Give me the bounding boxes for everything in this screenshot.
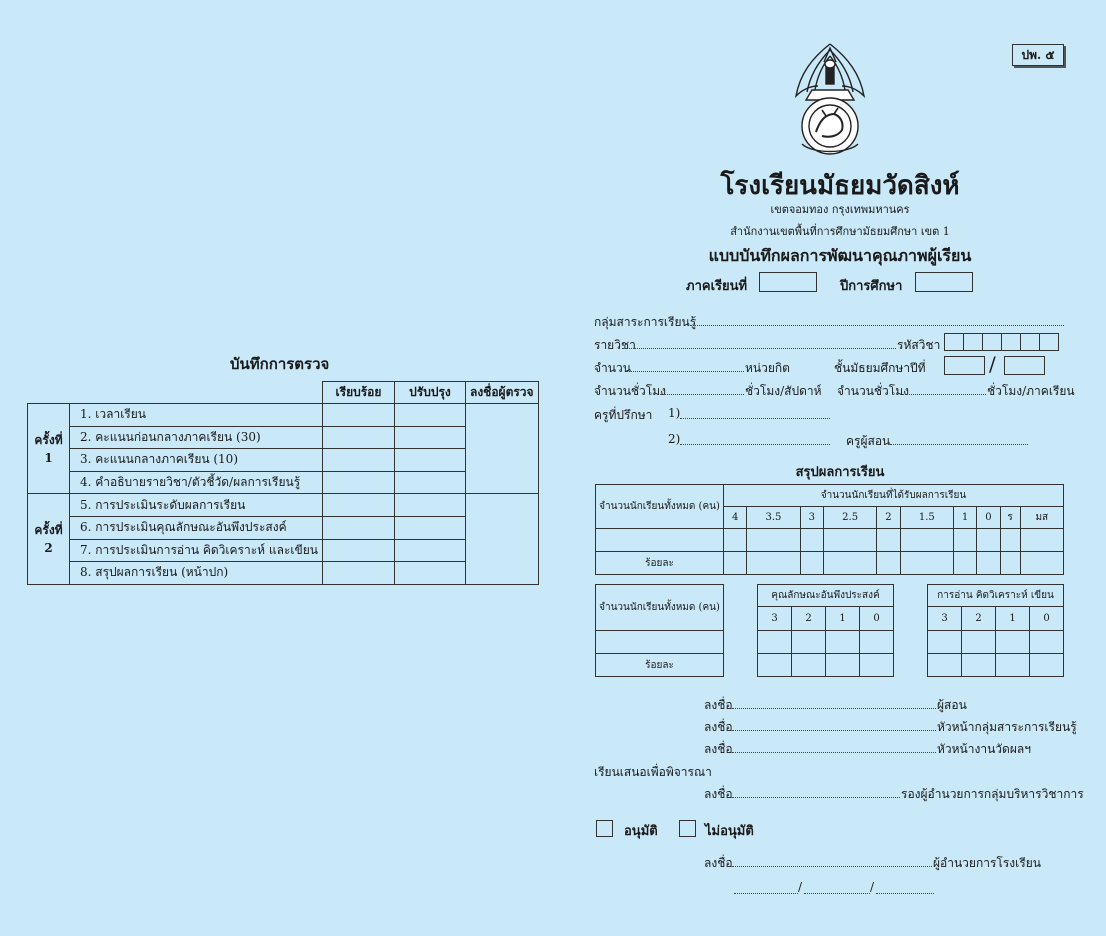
level-value-cell[interactable] (996, 631, 1030, 654)
check-item: 6. การประเมินคุณลักษณะอันพึงประสงค์ (70, 516, 323, 539)
grade-percent-cell[interactable] (823, 552, 876, 575)
level-value-cell[interactable] (860, 631, 894, 654)
check-record-title: บันทึกการตรวจ (230, 355, 330, 373)
deputy-sign-line[interactable] (732, 797, 900, 798)
header-signature: ลงชื่อผู้ตรวจ (465, 382, 538, 404)
sign-label: ลงชื่อ (704, 856, 733, 870)
level-value-cell[interactable] (1030, 654, 1064, 677)
level-value-cell[interactable] (792, 631, 826, 654)
check-item: 3. คะแนนกลางภาคเรียน (10) (70, 449, 323, 472)
total-count-cell[interactable] (596, 529, 724, 552)
level-value-cell[interactable] (962, 654, 996, 677)
sign-label: ลงชื่อ (704, 720, 733, 734)
grade-count-cell[interactable] (1000, 529, 1020, 552)
check-item: 7. การประเมินการอ่าน คิดวิเคราะห์ และเขียน (70, 539, 323, 562)
level-value-cell[interactable] (826, 631, 860, 654)
grade-group-header: จำนวนนักเรียนที่ได้รับผลการเรียน (724, 485, 1064, 507)
level-header-cell: 3 (758, 607, 792, 631)
subject-group-line[interactable] (690, 325, 1064, 326)
reading-table (927, 584, 1064, 677)
level-value-cell[interactable] (758, 631, 792, 654)
grade-header-cell: 1 (953, 507, 976, 529)
hours-label: จำนวนชั่วโมง (594, 384, 667, 398)
round-1-label: ครั้งที่ 1 (28, 404, 70, 494)
check-cell[interactable] (394, 539, 465, 562)
sign-label: ลงชื่อ (704, 698, 733, 712)
level-value-cell[interactable] (792, 654, 826, 677)
semester-label: ภาคเรียนที่ (686, 279, 748, 294)
level-header-cell: 1 (996, 607, 1030, 631)
year-box[interactable] (915, 272, 973, 292)
course-code-boxes[interactable] (944, 333, 1059, 351)
level-value-cell[interactable] (826, 654, 860, 677)
advisor-2-label: 2) (668, 432, 681, 446)
credits-unit: หน่วยกิต (745, 361, 790, 375)
grade-percent-cell[interactable] (1020, 552, 1063, 575)
date-month-line[interactable] (804, 893, 870, 894)
semester-box[interactable] (759, 272, 817, 292)
grade-summary-table (595, 484, 1064, 575)
date-day-line[interactable] (734, 893, 798, 894)
advisor-1-label: 1) (668, 406, 681, 420)
grade-count-cell[interactable] (900, 529, 953, 552)
disapprove-checkbox[interactable] (679, 820, 696, 837)
date-year-line[interactable] (876, 893, 934, 894)
grade-header-cell: มส (1020, 507, 1063, 529)
check-cell[interactable] (394, 449, 465, 472)
grade-percent-cell[interactable] (724, 552, 747, 575)
char-total-table (595, 584, 724, 677)
check-record-table (27, 381, 539, 585)
head-sign-line[interactable] (732, 730, 936, 731)
level-header-cell: 2 (962, 607, 996, 631)
level-value-cell[interactable] (758, 654, 792, 677)
approve-label: อนุมัติ (624, 824, 658, 839)
check-cell[interactable] (394, 516, 465, 539)
level-value-cell[interactable] (962, 631, 996, 654)
grade-header-cell: 2 (877, 507, 900, 529)
grade-level-label: ชั้นมัธยมศึกษาปีที่ (834, 361, 926, 375)
submit-label: เรียนเสนอเพื่อพิจารณา (594, 765, 712, 779)
check-cell[interactable] (322, 426, 394, 449)
disapprove-label: ไม่อนุมัติ (705, 824, 754, 839)
check-cell[interactable] (322, 562, 394, 585)
course-code-label: รหัสวิชา (897, 338, 941, 352)
grade-count-cell[interactable] (724, 529, 747, 552)
school-name: โรงเรียนมัธยมวัดสิงห์ (720, 171, 960, 201)
date-sep: / (870, 880, 875, 894)
grade-count-cell[interactable] (877, 529, 900, 552)
grade-count-cell[interactable] (1020, 529, 1063, 552)
course-label: รายวิชา (594, 338, 636, 352)
grade-percent-cell[interactable] (747, 552, 800, 575)
advisor-1-line[interactable] (680, 418, 830, 419)
measurement-sign-line[interactable] (732, 752, 936, 753)
reading-header: การอ่าน คิดวิเคราะห์ เขียน (928, 585, 1064, 607)
round-2-label: ครั้งที่ 2 (28, 494, 70, 584)
grade-header-cell: ร (1000, 507, 1020, 529)
grade-header-cell: 4 (724, 507, 747, 529)
advisor-label: ครูที่ปรึกษา (594, 408, 653, 422)
level-header-cell: 0 (1030, 607, 1064, 631)
characteristics-header: คุณลักษณะอันพึงประสงค์ (758, 585, 894, 607)
check-cell[interactable] (394, 471, 465, 494)
room-box[interactable] (1004, 356, 1045, 375)
form-title: แบบบันทึกผลการพัฒนาคุณภาพผู้เรียน (708, 246, 972, 265)
check-item: 5. การประเมินระดับผลการเรียน (70, 494, 323, 517)
checker-signature-cell[interactable] (465, 404, 538, 494)
header-done: เรียบร้อย (322, 382, 394, 404)
check-item: 4. คำอธิบายรายวิชา/ตัวชี้วัด/ผลการเรียนรู้ (70, 471, 323, 494)
grade-percent-cell[interactable] (900, 552, 953, 575)
level-header-cell: 2 (792, 607, 826, 631)
checker-signature-cell[interactable] (465, 494, 538, 584)
char-total-header: จำนวนนักเรียนทั้งหมด (คน) (596, 585, 724, 631)
date-sep: / (798, 880, 803, 894)
role-director: ผู้อำนวยการโรงเรียน (933, 856, 1041, 870)
grade-count-cell[interactable] (800, 529, 823, 552)
check-item: 2. คะแนนก่อนกลางภาคเรียน (30) (70, 426, 323, 449)
teacher-sign-line[interactable] (732, 708, 936, 709)
check-cell[interactable] (322, 404, 394, 427)
form-code-badge: ปพ. ๕ (1012, 44, 1064, 66)
level-value-cell[interactable] (928, 654, 962, 677)
advisor-2-line[interactable] (680, 444, 830, 445)
grade-header-cell: 0 (977, 507, 1000, 529)
course-line[interactable] (622, 348, 896, 349)
check-cell[interactable] (322, 494, 394, 517)
check-cell[interactable] (394, 562, 465, 585)
grade-count-cell[interactable] (823, 529, 876, 552)
check-cell[interactable] (322, 539, 394, 562)
grade-header-cell: 3 (800, 507, 823, 529)
subject-group-label: กลุ่มสาระการเรียนรู้ (594, 315, 697, 329)
credits-label: จำนวน (594, 361, 631, 375)
characteristics-table (757, 584, 894, 677)
year-label: ปีการศึกษา (840, 279, 903, 294)
role-deputy: รองผู้อำนวยการกลุ่มบริหารวิชาการ (901, 787, 1084, 801)
grade-header-cell: 1.5 (900, 507, 953, 529)
check-cell[interactable] (394, 404, 465, 427)
grade-header-cell: 3.5 (747, 507, 800, 529)
grade-percent-cell[interactable] (953, 552, 976, 575)
grade-level-box[interactable] (944, 356, 985, 375)
school-district: เขตจอมทอง กรุงเทพมหานคร (770, 203, 910, 216)
teacher-line[interactable] (890, 444, 1028, 445)
school-seal-logo (782, 40, 878, 160)
header-improve: ปรับปรุง (394, 382, 465, 404)
grade-percent-cell[interactable] (877, 552, 900, 575)
level-value-cell[interactable] (996, 654, 1030, 677)
grade-percent-cell[interactable] (800, 552, 823, 575)
grade-percent-cell[interactable] (977, 552, 1000, 575)
hours-term-line[interactable] (902, 394, 986, 395)
grade-percent-cell[interactable] (1000, 552, 1020, 575)
level-header-cell: 1 (826, 607, 860, 631)
summary-title: สรุปผลการเรียน (795, 465, 885, 480)
check-item: 1. เวลาเรียน (70, 404, 323, 427)
check-cell[interactable] (322, 471, 394, 494)
hours-term-unit: ชั่วโมง/ภาคเรียน (987, 384, 1075, 398)
check-cell[interactable] (322, 516, 394, 539)
check-cell[interactable] (394, 494, 465, 517)
grade-slash: / (989, 352, 996, 376)
char-total-cell[interactable] (596, 631, 724, 654)
grade-header-cell: 2.5 (823, 507, 876, 529)
check-cell[interactable] (394, 426, 465, 449)
level-header-cell: 3 (928, 607, 962, 631)
hours-week-unit: ชั่วโมง/สัปดาห์ (745, 384, 822, 398)
level-value-cell[interactable] (860, 654, 894, 677)
role-subject-head: หัวหน้ากลุ่มสาระการเรียนรู้ (937, 720, 1077, 734)
level-value-cell[interactable] (1030, 631, 1064, 654)
hours-week-line[interactable] (660, 394, 744, 395)
grade-count-cell[interactable] (747, 529, 800, 552)
level-value-cell[interactable] (928, 631, 962, 654)
check-item: 8. สรุปผลการเรียน (หน้าปก) (70, 562, 323, 585)
grade-count-cell[interactable] (977, 529, 1000, 552)
teacher-label: ครูผู้สอน (846, 434, 891, 448)
char-percent-label: ร้อยละ (596, 654, 724, 677)
role-measurement-head: หัวหน้างานวัดผลฯ (937, 742, 1031, 756)
credits-line[interactable] (626, 371, 744, 372)
level-header-cell: 0 (860, 607, 894, 631)
sign-label: ลงชื่อ (704, 787, 733, 801)
check-cell[interactable] (322, 449, 394, 472)
approve-checkbox[interactable] (596, 820, 613, 837)
grade-count-cell[interactable] (953, 529, 976, 552)
total-students-header: จำนวนนักเรียนทั้งหมด (คน) (596, 485, 724, 529)
education-office: สำนักงานเขตพื้นที่การศึกษามัธยมศึกษา เขต 1 (730, 225, 950, 238)
director-sign-line[interactable] (732, 866, 932, 867)
percent-label: ร้อยละ (596, 552, 724, 575)
sign-label: ลงชื่อ (704, 742, 733, 756)
hours-label-2: จำนวนชั่วโมง (837, 384, 910, 398)
role-teacher: ผู้สอน (937, 698, 967, 712)
